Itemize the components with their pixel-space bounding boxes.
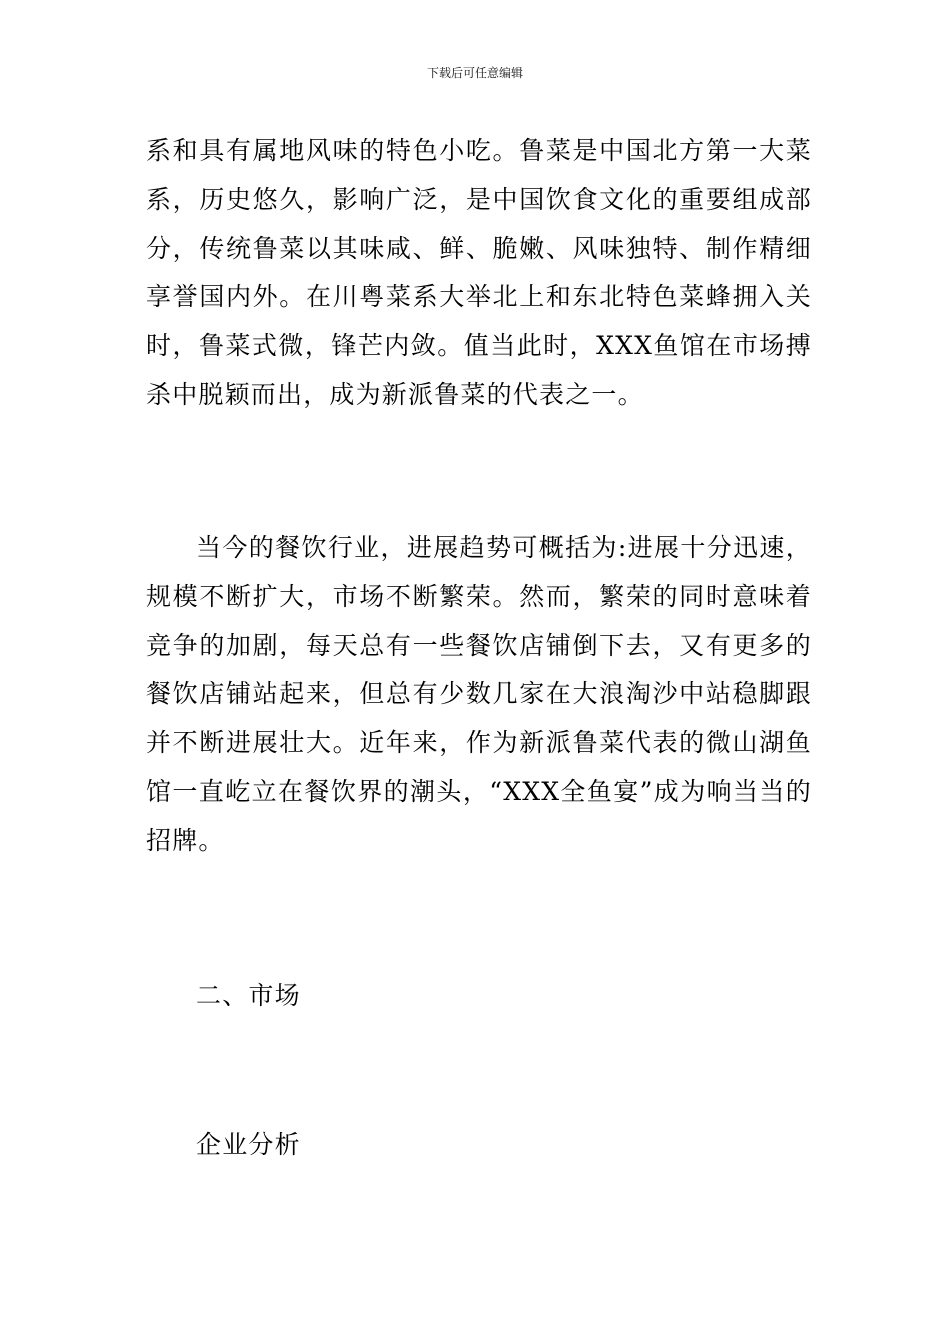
subsection-heading-enterprise-analysis: 企业分析 (196, 1130, 301, 1159)
body-paragraph-2: 当今的餐饮行业，进展趋势可概括为:进展十分迅速，规模不断扩大，市场不断繁荣。然而，繁荣的同时意味着竞争的加剧，每天总有一些餐饮店铺倒下去，又有更多的餐饮店铺站起来，但总有少数几家在大浪淘沙中站稳脚跟并不断进展壮大。近年来，作为新派鲁菜代表的微山湖鱼馆一直屹立在餐饮界的潮头，“XXX全鱼宴”成为响当当的招牌。 (146, 533, 812, 855)
page-header: 下载后可任意编辑 (426, 66, 523, 80)
section-heading-market: 二、市场 (196, 981, 301, 1010)
body-paragraph-1: 系和具有属地风味的特色小吃。鲁菜是中国北方第一大菜系，历史悠久，影响广泛，是中国饮食文化的重要组成部分，传统鲁菜以其味咸、鲜、脆嫩、风味独特、制作精细享誉国内外。在川粤菜系大举北上和东北特色菜蜂拥入关时，鲁菜式微，锋芒内敛。值当此时，XXX鱼馆在市场搏杀中脱颖而出，成为新派鲁菜的代表之一。 (146, 136, 812, 409)
